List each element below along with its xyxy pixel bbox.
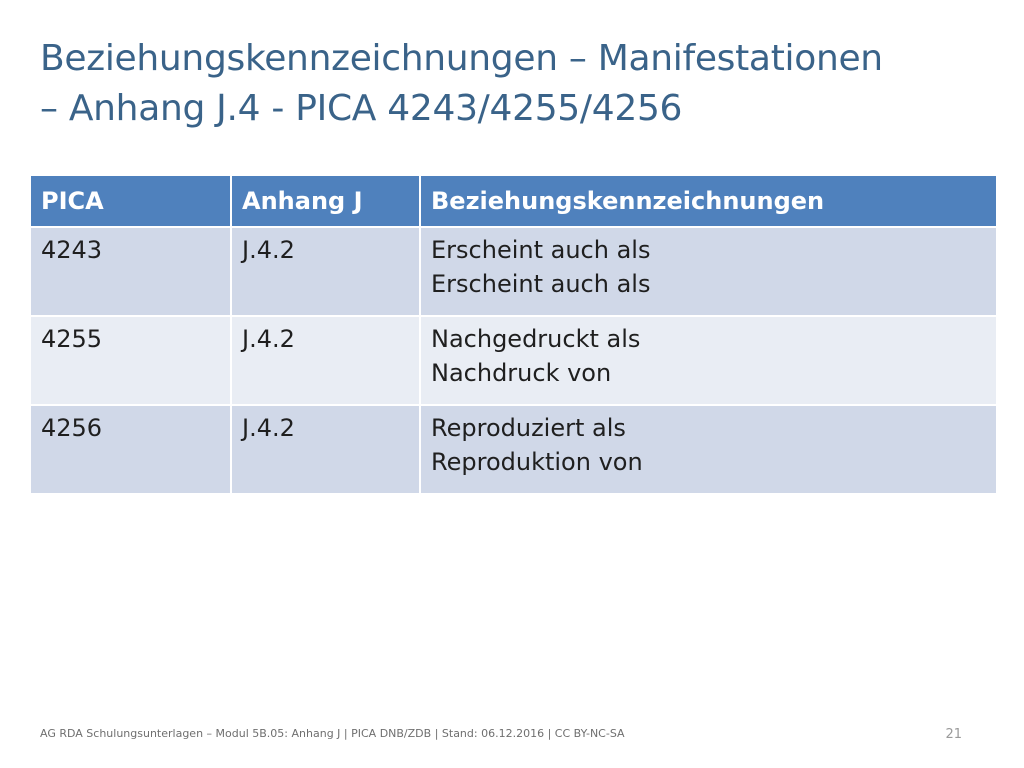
table-row <box>30 316 997 405</box>
cell-pica: 4243 <box>30 227 231 316</box>
slide-title <box>40 34 1000 134</box>
page-number: 21 <box>945 727 962 742</box>
column-header-pica: PICA <box>30 175 231 227</box>
cell-anhang: J.4.2 <box>231 405 420 494</box>
cell-beziehung <box>420 227 997 316</box>
beziehung-line: Reproduktion von <box>431 448 643 476</box>
cell-anhang: J.4.2 <box>231 227 420 316</box>
slide-title-line-1: Beziehungskennzeichnungen – Manifestationen <box>40 38 883 79</box>
footer-text: AG RDA Schulungsunterlagen – Modul 5B.05: Anhang J | PICA DNB/ZDB | Stand: 06.12.2016 | CC BY-NC-SA <box>40 727 625 740</box>
relationship-table <box>29 174 998 495</box>
cell-beziehung <box>420 316 997 405</box>
column-header-beziehungskennzeichnungen: Beziehungskennzeichnungen <box>420 175 997 227</box>
beziehung-line: Nachdruck von <box>431 359 612 387</box>
cell-anhang: J.4.2 <box>231 316 420 405</box>
table-row <box>30 405 997 494</box>
beziehung-line: Reproduziert als <box>431 414 626 442</box>
column-header-anhang-j: Anhang J <box>231 175 420 227</box>
cell-pica: 4256 <box>30 405 231 494</box>
table-header-row <box>30 175 997 227</box>
slide-title-line-2: – Anhang J.4 - PICA 4243/4255/4256 <box>40 88 683 129</box>
table-row <box>30 227 997 316</box>
beziehung-line: Erscheint auch als <box>431 270 651 298</box>
beziehung-line: Nachgedruckt als <box>431 325 641 353</box>
beziehung-line: Erscheint auch als <box>431 236 651 264</box>
cell-pica: 4255 <box>30 316 231 405</box>
cell-beziehung <box>420 405 997 494</box>
